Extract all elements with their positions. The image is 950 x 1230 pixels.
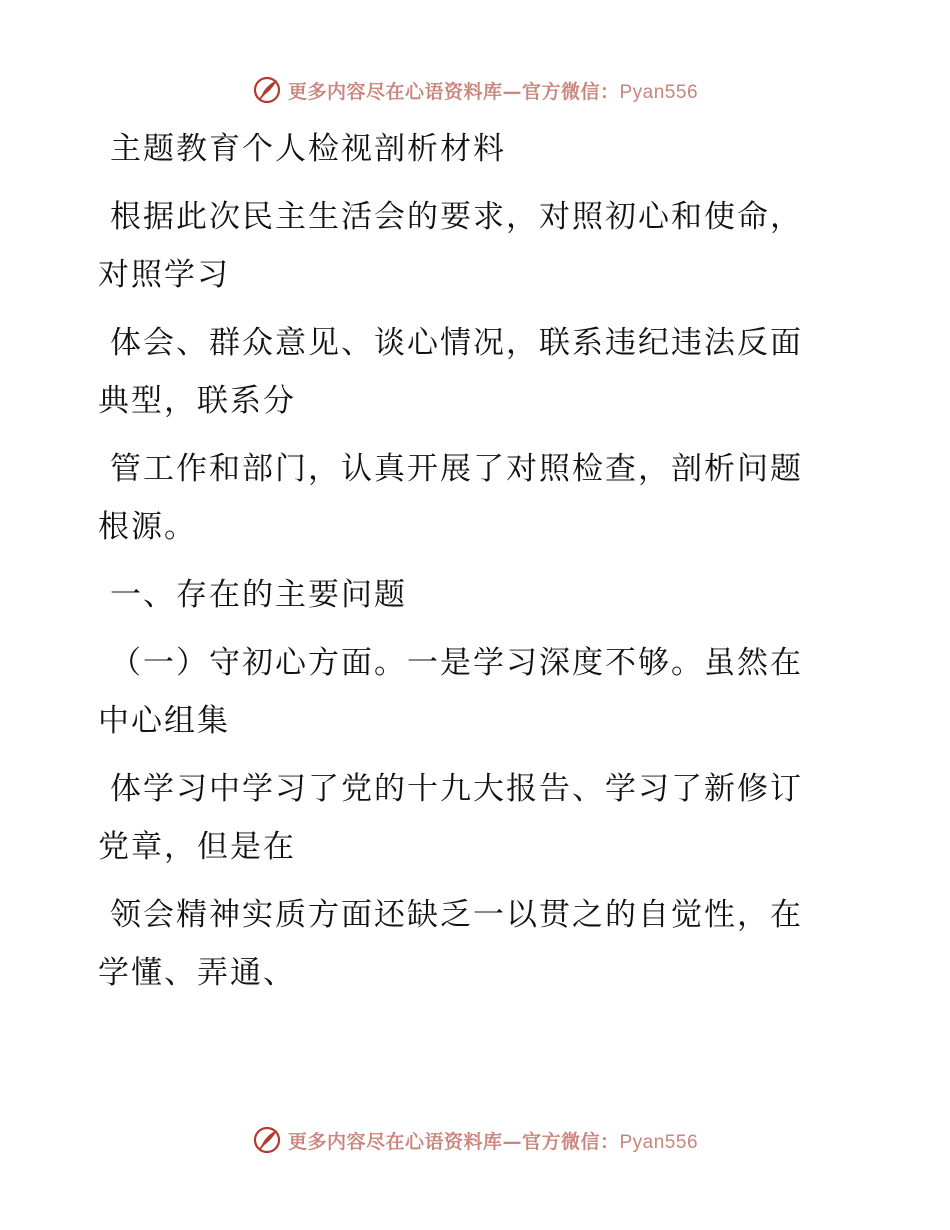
header-banner (0, 70, 950, 110)
paragraph-line: 根源。 (98, 509, 197, 545)
document-title: 主题教育个人检视剖析材料 (110, 131, 506, 167)
paragraph-line: 领会精神实质方面还缺乏一以贯之的自觉性，在 (110, 897, 803, 933)
paragraph-line: 体会、群众意见、谈心情况，联系违纪违法反面 (110, 325, 803, 361)
document-body (98, 120, 838, 1002)
footer-banner (0, 1120, 950, 1160)
banner-text: 更多内容尽在心语资料库—官方微信：Pyan556 (287, 80, 699, 103)
feather-pen-logo-icon (252, 75, 282, 105)
paragraph-line: 党章，但是在 (98, 829, 296, 865)
paragraph-line: （一）守初心方面。一是学习深度不够。虽然在 (110, 645, 803, 681)
paragraph-line: 学懂、弄通、 (98, 955, 296, 991)
banner-text: 更多内容尽在心语资料库—官方微信：Pyan556 (287, 1130, 699, 1153)
section-heading: 一、存在的主要问题 (110, 577, 407, 613)
paragraph-line: 管工作和部门，认真开展了对照检查，剖析问题 (110, 451, 803, 487)
feather-pen-logo-icon (252, 1125, 282, 1155)
paragraph-line: 对照学习 (98, 257, 230, 293)
paragraph-line: 中心组集 (98, 703, 230, 739)
paragraph-line: 体学习中学习了党的十九大报告、学习了新修订 (110, 771, 803, 807)
wechat-account: Pyan556 (619, 81, 699, 103)
wechat-account: Pyan556 (619, 1131, 699, 1153)
paragraph-line: 根据此次民主生活会的要求，对照初心和使命， (110, 199, 803, 235)
paragraph-line: 典型，联系分 (98, 383, 296, 419)
